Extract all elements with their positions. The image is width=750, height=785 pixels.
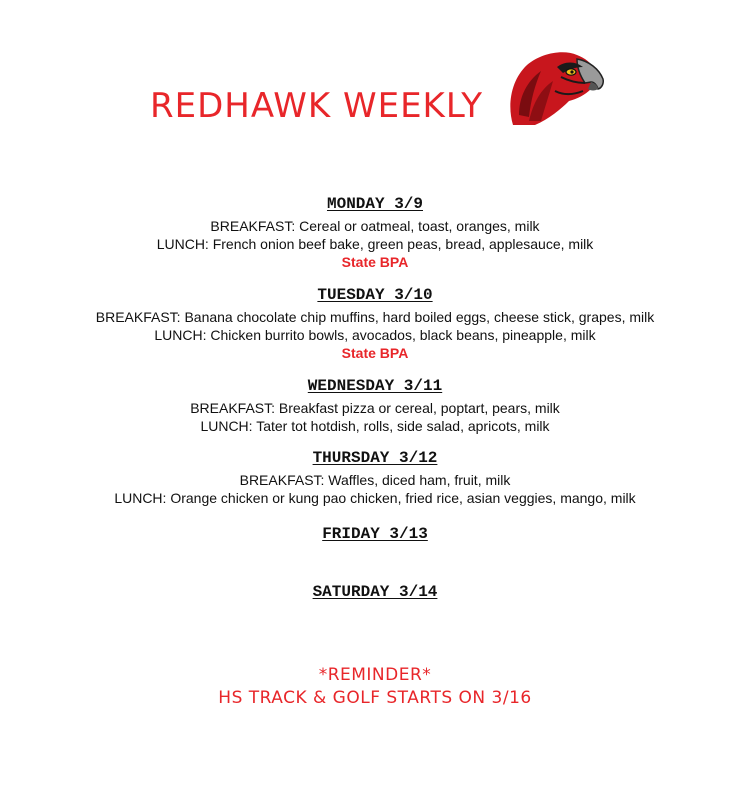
reminder-notice	[0, 664, 750, 710]
day-saturday	[0, 581, 750, 603]
event-line: State BPA	[341, 254, 409, 270]
day-heading: WEDNESDAY 3/11	[307, 377, 443, 395]
day-tuesday	[0, 284, 750, 363]
day-monday	[0, 193, 750, 272]
day-heading: FRIDAY 3/13	[322, 525, 428, 543]
breakfast-line: BREAKFAST: Cereal or oatmeal, toast, oranges, milk	[210, 218, 540, 234]
weekly-menu	[0, 193, 750, 605]
reminder-label: *REMINDER*	[318, 665, 432, 685]
day-heading: MONDAY 3/9	[326, 195, 423, 213]
reminder-text: HS TRACK & GOLF STARTS ON 3/16	[218, 688, 532, 708]
event-line: State BPA	[341, 345, 409, 361]
day-thursday	[0, 447, 750, 507]
lunch-line: LUNCH: Chicken burrito bowls, avocados, black beans, pineapple, milk	[154, 327, 596, 343]
lunch-line: LUNCH: French onion beef bake, green peas, bread, applesauce, milk	[156, 236, 594, 252]
day-heading: SATURDAY 3/14	[312, 583, 438, 601]
page-title: REDHAWK WEEKLY	[150, 86, 484, 126]
lunch-line: LUNCH: Orange chicken or kung pao chicken, fried rice, asian veggies, mango, milk	[114, 490, 636, 506]
day-wednesday	[0, 375, 750, 435]
day-heading: TUESDAY 3/10	[317, 286, 433, 304]
breakfast-line: BREAKFAST: Waffles, diced ham, fruit, milk	[239, 472, 511, 488]
day-heading: THURSDAY 3/12	[312, 449, 438, 467]
breakfast-line: BREAKFAST: Breakfast pizza or cereal, poptart, pears, milk	[190, 400, 560, 416]
redhawk-head-icon	[505, 45, 605, 127]
day-friday	[0, 523, 750, 545]
breakfast-line: BREAKFAST: Banana chocolate chip muffins, hard boiled eggs, cheese stick, grapes, milk	[95, 309, 655, 325]
lunch-line: LUNCH: Tater tot hotdish, rolls, side salad, apricots, milk	[200, 418, 550, 434]
